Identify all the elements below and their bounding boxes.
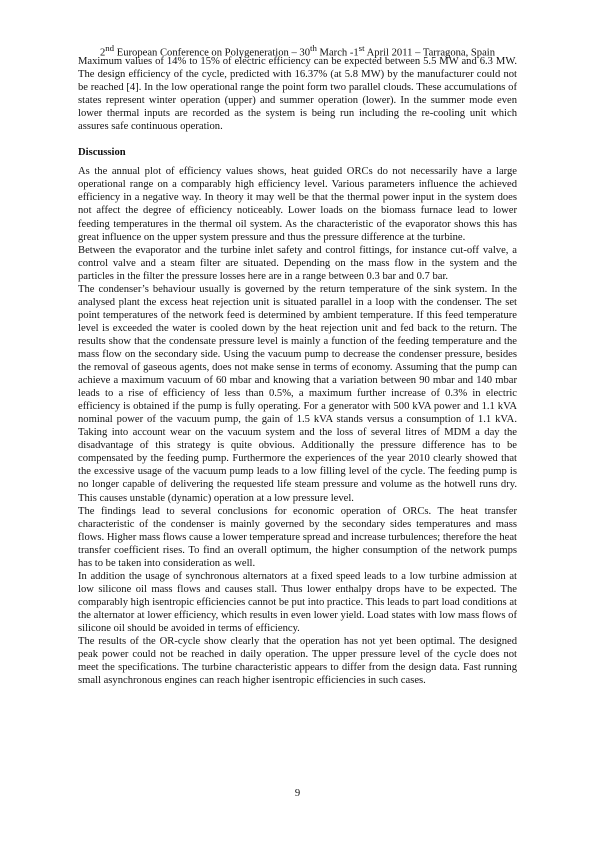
intro-paragraph: Maximum values of 14% to 15% of electric efficiency can be expected between 5.5 MW and 6.3 MW. The design efficiency of the cycle, predicted with 16.37% (at 5.8 MW) by the manufacturer could not be reached [4]. In the low operational range the point form two parallel clouds. These accumulations of states represent winter operation (upper) and summer operation (lower). In the summer mode even lower thermal inputs are recorded as the system is being run including the re-cooling unit which assures safe continuous operation.: [78, 56, 517, 133]
page-number: 9: [294, 788, 301, 799]
header-sup-a: th: [310, 43, 317, 53]
paragraph: The condenser’s behaviour usually is governed by the return temperature of the sink system. In the analysed plant the excess heat rejection unit is situated parallel in a loop with the condenser. The set point temperatures of the network feed is determined by ambient temperature. If this feed temperature level is exceeded the water is cooled down by the heat rejection unit and fed back to the return. The results show that the condensate pressure level is mainly a function of the feeding temperature and the mass flow on the secondary side. Using the vacuum pump to decrease the condenser pressure, besides the removal of gaseous agents, does not make sense in terms of economy. Assuming that the pump can achieve a maximum vacuum of 60 mbar and knowing that a variation between 90 mbar and 140 mbar leads to a rise of efficiency of less than 0.5%, a maximum further increase of 0.3% in electric efficiency is obtained if the pump is fully operating. For a generator with 500 kVA power and 1.1 kVA nominal power of the vacuum pump, the gain of 1.5 kVA stands versus a consumption of 1.1 kVA. Taking into account wear on the vacuum system and the loss of several litres of MDM a day the disadvantage of this strategy is quite obvious. Additionally the pressure difference has to be compensated by the feeding pump. Furthermore the experiences of the year 2010 clearly showed that the excessive usage of the vacuum pump leads to a low filling level of the cycle. The feeding pump is no longer capable of delivering the requested life steam pressure and volume as the hotwell runs dry. This causes unstable (dynamic) operation at a low pressure level.: [78, 283, 517, 504]
paragraph: The results of the OR-cycle show clearly that the operation has not yet been optimal. The designed peak power could not be reached in daily operation. The upper pressure level of the cycle does not meet the specifications. The turbine characteristic appears to differ from the design data. Fast running small asynchronous engines can reach higher isentropic efficiencies in such cases.: [78, 636, 517, 687]
paragraph: Between the evaporator and the turbine inlet safety and control fittings, for instance cut-off valve, a control valve and a steam filter are situated. Depending on the mass flow in the system and the particles in the filter the pressure losses here are in a range between 0.3 bar and 0.7 bar.: [78, 244, 517, 282]
paragraph: The findings lead to several conclusions for economic operation of ORCs. The heat transfer characteristic of the condenser is mainly governed by the secondary sides temperatures and mass flows. Higher mass flows cause a lower temperature spread and increase turbulences; therefore the heat transfer coefficient rises. To find an overall optimum, the higher consumption of the network pumps has to be taken into consideration as well.: [78, 505, 517, 569]
header-text-b: March -1: [316, 47, 359, 59]
header-ordinal: 2: [99, 47, 106, 59]
header-ordinal-sup: nd: [105, 43, 115, 53]
header-sup-b: st: [358, 43, 365, 53]
paragraph: In addition the usage of synchronous alternators at a fixed speed leads to a low turbine admission at low silicone oil mass flows and causes stall. Thus lower enthalpy drops have to be expected. The comparably high isentropic efficiencies cannot be put into practice. This leads to part load conditions at the alternator at lower efficiency, which results in even lower yield. Load states with low mass flows of silicone oil should be avoided in terms of efficiency.: [78, 570, 517, 634]
header-text-a: European Conference on Polygeneration – 30: [114, 47, 311, 59]
header-text-c: April 2011 – Tarragona, Spain: [364, 47, 496, 59]
body-text: [78, 55, 517, 687]
section-heading: Discussion: [78, 147, 126, 159]
paragraph: As the annual plot of efficiency values shows, heat guided ORCs do not necessarily have a large operational range on a comparably high efficiency level. Various parameters influence the achieved efficiency in a negative way. In theory it may well be that the thermal power input in the system does not affect the degree of efficiency noticeably. Lower loads on the biomass furnace lead to lower feeding temperatures in the thermal oil system. As the characteristic of the evaporator shows this has great influence on the upper system pressure and thus the pressure difference at the turbine.: [78, 166, 517, 243]
